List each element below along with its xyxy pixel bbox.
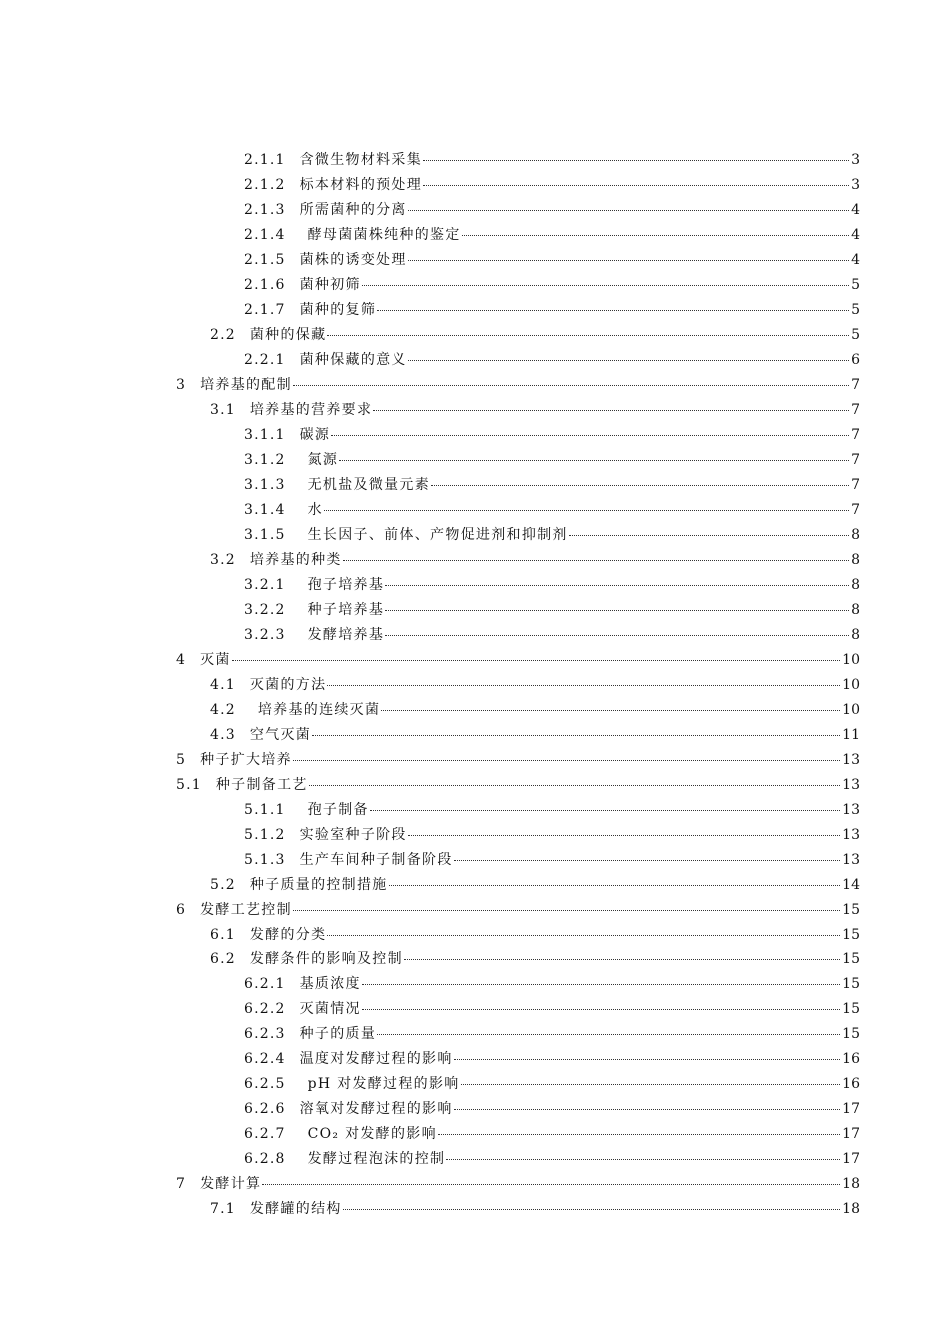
toc-entry-title: 发酵条件的影响及控制: [249, 951, 403, 968]
toc-entry[interactable]: [0, 1046, 950, 1071]
toc-leader-dots: [385, 634, 849, 636]
toc-entry-page-number: 4: [851, 227, 860, 244]
toc-entry[interactable]: [0, 197, 950, 222]
toc-entry-line: [176, 1173, 860, 1193]
toc-entry-page-number: 15: [842, 976, 860, 993]
toc-leader-dots: [462, 234, 849, 236]
toc-entry-page-number: 5: [851, 277, 860, 294]
toc-entry[interactable]: [0, 896, 950, 921]
toc-leader-dots: [377, 309, 849, 311]
toc-leader-dots: [339, 459, 849, 461]
toc-leader-dots: [454, 1108, 841, 1110]
toc-leader-dots: [377, 1033, 840, 1035]
toc-entry[interactable]: [0, 322, 950, 347]
toc-entry-line: [210, 948, 860, 968]
toc-leader-dots: [438, 1133, 840, 1135]
toc-entry-line: [244, 998, 860, 1018]
toc-entry-number: 5.2: [210, 876, 236, 893]
toc-entry-line: [244, 799, 860, 819]
toc-entry-line: [244, 1023, 860, 1043]
toc-entry-number: 6.1: [210, 926, 236, 943]
toc-entry[interactable]: [0, 422, 950, 447]
toc-leader-dots: [293, 759, 840, 761]
toc-entry-number: 4.3: [210, 726, 236, 743]
toc-leader-dots: [343, 559, 849, 561]
toc-entry-page-number: 10: [842, 701, 860, 718]
toc-entry-title: 含微生物材料采集: [299, 152, 423, 169]
toc-entry-number: 6.2: [210, 951, 236, 968]
toc-leader-dots: [446, 1158, 840, 1160]
toc-entry[interactable]: [0, 1071, 950, 1096]
toc-entry-line: [244, 574, 860, 594]
toc-entry-page-number: 4: [851, 252, 860, 269]
toc-entry-number: 2.1.7: [244, 302, 286, 319]
toc-entry-title: 生长因子、前体、产物促进剂和抑制剂: [307, 527, 568, 544]
toc-entry-title: 菌种的复筛: [299, 302, 377, 319]
toc-entry-number: 3.1.2: [244, 452, 286, 469]
toc-entry-title: 灭菌的方法: [249, 676, 327, 693]
toc-entry-line: [244, 199, 860, 219]
toc-entry[interactable]: [0, 1121, 950, 1146]
toc-leader-dots: [327, 684, 840, 686]
toc-entry-title: 种子质量的控制措施: [249, 876, 388, 893]
toc-entry[interactable]: [0, 372, 950, 397]
toc-entry-page-number: 10: [842, 651, 860, 668]
toc-entry-page-number: 15: [842, 951, 860, 968]
toc-entry-title: 灭菌: [200, 651, 231, 668]
toc-entry-page-number: 16: [842, 1076, 860, 1093]
toc-entry-number: 6.2.7: [244, 1126, 286, 1143]
toc-entry-number: 4: [176, 651, 187, 668]
toc-entry-page-number: 8: [851, 626, 860, 643]
toc-entry-title: 发酵的分类: [249, 926, 327, 943]
toc-entry-number: 6: [176, 901, 187, 918]
toc-leader-dots: [408, 209, 849, 211]
toc-entry-line: [244, 174, 860, 194]
toc-entry-title: 菌种初筛: [299, 277, 361, 294]
toc-entry[interactable]: [0, 247, 950, 272]
toc-entry-title: 培养基的营养要求: [249, 402, 373, 419]
toc-entry-page-number: 5: [851, 302, 860, 319]
toc-entry-line: [210, 924, 860, 944]
toc-entry-line: [244, 224, 860, 244]
toc-entry-number: 3.1: [210, 402, 236, 419]
toc-entry-number: 3.1.1: [244, 427, 286, 444]
toc-entry-title: 培养基的连续灭菌: [257, 701, 381, 718]
toc-entry-number: 6.2.4: [244, 1051, 286, 1068]
toc-leader-dots: [454, 859, 841, 861]
toc-leader-dots: [232, 659, 840, 661]
toc-entry-page-number: 8: [851, 527, 860, 544]
toc-entry-line: [244, 424, 860, 444]
toc-entry-title: 种子培养基: [307, 601, 385, 618]
toc-entry[interactable]: [0, 347, 950, 372]
toc-entry[interactable]: [0, 222, 950, 247]
toc-entry-page-number: 3: [851, 152, 860, 169]
toc-entry-title: 溶氧对发酵过程的影响: [299, 1101, 453, 1118]
toc-entry-line: [244, 449, 860, 469]
toc-entry-page-number: 7: [851, 477, 860, 494]
toc-entry-line: [244, 1123, 860, 1143]
toc-entry-page-number: 10: [842, 676, 860, 693]
toc-entry-number: 3.1.4: [244, 502, 286, 519]
toc-entry-line: [210, 324, 860, 344]
toc-entry-line: [244, 824, 860, 844]
toc-entry-number: 4.1: [210, 676, 236, 693]
toc-entry-title: 氮源: [307, 452, 339, 469]
toc-entry-number: 6.2.5: [244, 1076, 286, 1093]
toc-entry-line: [244, 849, 860, 869]
toc-entry-title: 种子的质量: [299, 1026, 377, 1043]
toc-entry-number: 2.1.3: [244, 202, 286, 219]
toc-entry-page-number: 13: [842, 826, 860, 843]
toc-entry[interactable]: [0, 746, 950, 771]
toc-entry-title: 空气灭菌: [249, 726, 312, 743]
toc-leader-dots: [404, 958, 840, 960]
toc-entry-page-number: 13: [842, 751, 860, 768]
toc-entry[interactable]: [0, 621, 950, 646]
toc-entry-page-number: 8: [851, 576, 860, 593]
toc-entry-page-number: 7: [851, 452, 860, 469]
toc-leader-dots: [423, 184, 849, 186]
toc-leader-dots: [293, 384, 849, 386]
toc-entry[interactable]: [0, 596, 950, 621]
toc-leader-dots: [370, 809, 840, 811]
toc-entry-line: [244, 973, 860, 993]
toc-entry[interactable]: [0, 971, 950, 996]
toc-entry-line: [210, 1198, 860, 1218]
toc-entry-number: 2.1.6: [244, 277, 286, 294]
toc-leader-dots: [343, 1208, 840, 1210]
toc-leader-dots: [408, 834, 840, 836]
toc-leader-dots: [461, 1083, 841, 1085]
toc-entry-title: 菌株的诱变处理: [299, 252, 407, 269]
toc-entry-number: 5.1.1: [244, 801, 286, 818]
toc-leader-dots: [331, 434, 849, 436]
toc-entry-page-number: 11: [842, 726, 860, 743]
toc-entry-page-number: 7: [851, 402, 860, 419]
toc-entry-number: 3.2: [210, 551, 236, 568]
toc-entry[interactable]: [0, 671, 950, 696]
toc-entry-title: 碳源: [299, 427, 331, 444]
toc-entry-title: CO₂ 对发酵的影响: [307, 1126, 437, 1143]
toc-entry-page-number: 7: [851, 377, 860, 394]
toc-entry[interactable]: [0, 946, 950, 971]
toc-entry-line: [244, 349, 860, 369]
toc-entry-number: 6.2.3: [244, 1026, 286, 1043]
toc-entry-title: 种子扩大培养: [200, 751, 292, 768]
toc-entry[interactable]: [0, 871, 950, 896]
toc-leader-dots: [362, 284, 849, 286]
toc-entry-page-number: 15: [842, 1001, 860, 1018]
toc-entry-number: 7.1: [210, 1201, 236, 1218]
toc-entry-line: [244, 599, 860, 619]
toc-entry-page-number: 5: [851, 327, 860, 344]
toc-entry[interactable]: [0, 272, 950, 297]
toc-entry[interactable]: [0, 497, 950, 522]
toc-entry-number: 7: [176, 1176, 187, 1193]
toc-entry-line: [244, 249, 860, 269]
toc-entry[interactable]: [0, 821, 950, 846]
toc-entry[interactable]: [0, 172, 950, 197]
toc-entry-number: 5.1.2: [244, 826, 286, 843]
toc-entry-number: 6.2.1: [244, 976, 286, 993]
toc-entry[interactable]: [0, 796, 950, 821]
toc-entry[interactable]: [0, 771, 950, 796]
toc-entry-line: [244, 274, 860, 294]
toc-entry-page-number: 13: [842, 801, 860, 818]
toc-entry-line: [244, 1148, 860, 1168]
toc-entry-title: 基质浓度: [299, 976, 361, 993]
toc-entry[interactable]: [0, 397, 950, 422]
toc-leader-dots: [362, 1008, 840, 1010]
toc-leader-dots: [569, 534, 849, 536]
toc-leader-dots: [312, 734, 840, 736]
toc-entry-number: 5.1: [176, 776, 202, 793]
toc-entry[interactable]: [0, 1171, 950, 1196]
table-of-contents: [0, 147, 950, 1221]
toc-entry-title: 实验室种子阶段: [299, 826, 407, 843]
toc-entry-title: 所需菌种的分离: [299, 202, 407, 219]
toc-entry-page-number: 17: [842, 1151, 860, 1168]
toc-entry-page-number: 15: [842, 926, 860, 943]
toc-entry-title: 菌种的保藏: [249, 327, 327, 344]
toc-entry-line: [244, 299, 860, 319]
toc-entry-line: [176, 774, 860, 794]
toc-entry-title: 发酵计算: [200, 1176, 262, 1193]
toc-entry-title: 孢子培养基: [307, 576, 385, 593]
toc-entry[interactable]: [0, 1146, 950, 1171]
toc-entry-number: 2.1.4: [244, 227, 286, 244]
toc-entry-number: 3.1.5: [244, 527, 286, 544]
toc-entry-number: 3: [176, 377, 187, 394]
toc-leader-dots: [373, 409, 849, 411]
toc-entry-page-number: 14: [842, 876, 860, 893]
toc-entry[interactable]: [0, 571, 950, 596]
toc-entry-line: [244, 1048, 860, 1068]
toc-entry-line: [244, 499, 860, 519]
toc-leader-dots: [327, 334, 849, 336]
toc-entry-line: [176, 899, 860, 919]
toc-entry-line: [244, 524, 860, 544]
toc-entry-title: 发酵工艺控制: [200, 901, 292, 918]
toc-entry[interactable]: [0, 522, 950, 547]
toc-leader-dots: [262, 1183, 840, 1185]
toc-entry-page-number: 13: [842, 851, 860, 868]
toc-entry-title: 水: [307, 502, 323, 519]
toc-leader-dots: [389, 884, 841, 886]
toc-leader-dots: [362, 983, 840, 985]
toc-entry[interactable]: [0, 696, 950, 721]
toc-entry-title: 发酵罐的结构: [249, 1201, 342, 1218]
toc-entry-page-number: 15: [842, 901, 860, 918]
toc-entry-page-number: 13: [842, 776, 860, 793]
toc-entry-page-number: 15: [842, 1026, 860, 1043]
toc-entry-number: 6.2.8: [244, 1151, 286, 1168]
toc-entry-title: 孢子制备: [307, 801, 369, 818]
toc-entry-number: 5: [176, 751, 187, 768]
toc-entry-line: [244, 474, 860, 494]
toc-entry-number: 4.2: [210, 701, 236, 718]
toc-entry-page-number: 17: [842, 1126, 860, 1143]
toc-entry-line: [176, 374, 860, 394]
toc-entry-number: 2.1.1: [244, 152, 286, 169]
toc-entry-number: 2.2.1: [244, 352, 286, 369]
toc-leader-dots: [385, 609, 849, 611]
toc-entry-number: 3.2.1: [244, 576, 286, 593]
toc-entry[interactable]: [0, 1196, 950, 1221]
toc-leader-dots: [454, 1058, 841, 1060]
toc-entry-title: 温度对发酵过程的影响: [299, 1051, 453, 1068]
toc-entry[interactable]: [0, 646, 950, 671]
toc-entry-title: 标本材料的预处理: [299, 177, 423, 194]
toc-entry-title: 发酵培养基: [307, 626, 385, 643]
toc-entry[interactable]: [0, 996, 950, 1021]
toc-entry-page-number: 18: [842, 1201, 860, 1218]
toc-entry-page-number: 6: [851, 352, 860, 369]
toc-entry-line: [244, 1073, 860, 1093]
toc-entry-number: 3.2.3: [244, 626, 286, 643]
toc-entry-line: [210, 724, 860, 744]
toc-entry-number: 6.2.2: [244, 1001, 286, 1018]
toc-entry-title: 菌种保藏的意义: [299, 352, 407, 369]
toc-entry-title: 培养基的配制: [200, 377, 292, 394]
toc-entry-number: 6.2.6: [244, 1101, 286, 1118]
toc-entry[interactable]: [0, 1096, 950, 1121]
toc-entry-title: 灭菌情况: [299, 1001, 361, 1018]
toc-leader-dots: [324, 509, 849, 511]
toc-entry[interactable]: [0, 846, 950, 871]
toc-entry-number: 3.2.2: [244, 601, 286, 618]
toc-entry-number: 5.1.3: [244, 851, 286, 868]
toc-entry-title: 生产车间种子制备阶段: [299, 851, 453, 868]
toc-entry[interactable]: [0, 447, 950, 472]
toc-leader-dots: [309, 784, 840, 786]
toc-entry-line: [210, 699, 860, 719]
toc-entry[interactable]: [0, 721, 950, 746]
toc-entry-title: 种子制备工艺: [215, 776, 308, 793]
toc-entry-page-number: 8: [851, 551, 860, 568]
toc-entry-line: [210, 874, 860, 894]
toc-entry[interactable]: [0, 1021, 950, 1046]
toc-entry-line: [176, 749, 860, 769]
toc-entry-line: [244, 624, 860, 644]
toc-entry-number: 3.1.3: [244, 477, 286, 494]
toc-entry-line: [210, 399, 860, 419]
toc-entry-number: 2.1.2: [244, 177, 286, 194]
toc-entry-page-number: 7: [851, 502, 860, 519]
toc-entry[interactable]: [0, 547, 950, 572]
toc-entry-title: 发酵过程泡沫的控制: [307, 1151, 446, 1168]
toc-leader-dots: [293, 909, 840, 911]
toc-entry-line: [176, 649, 860, 669]
toc-entry[interactable]: [0, 147, 950, 172]
toc-entry[interactable]: [0, 921, 950, 946]
toc-leader-dots: [431, 484, 849, 486]
toc-entry-page-number: 3: [851, 177, 860, 194]
toc-entry-title: 酵母菌菌株纯种的鉴定: [307, 227, 461, 244]
toc-leader-dots: [423, 159, 849, 161]
toc-entry[interactable]: [0, 297, 950, 322]
toc-entry-number: 2.2: [210, 327, 236, 344]
toc-leader-dots: [385, 584, 849, 586]
toc-entry-page-number: 16: [842, 1051, 860, 1068]
toc-entry-line: [210, 674, 860, 694]
toc-entry[interactable]: [0, 472, 950, 497]
toc-leader-dots: [408, 359, 849, 361]
toc-entry-page-number: 8: [851, 601, 860, 618]
toc-entry-page-number: 7: [851, 427, 860, 444]
toc-entry-title: 无机盐及微量元素: [307, 477, 431, 494]
toc-entry-line: [244, 1098, 860, 1118]
toc-entry-line: [244, 149, 860, 169]
toc-leader-dots: [408, 259, 849, 261]
toc-entry-title: pH 对发酵过程的影响: [307, 1076, 460, 1093]
toc-leader-dots: [327, 934, 840, 936]
toc-entry-line: [210, 549, 860, 569]
toc-leader-dots: [381, 709, 840, 711]
toc-entry-page-number: 17: [842, 1101, 860, 1118]
toc-entry-title: 培养基的种类: [249, 551, 342, 568]
toc-entry-number: 2.1.5: [244, 252, 286, 269]
toc-entry-page-number: 4: [851, 202, 860, 219]
toc-entry-page-number: 18: [842, 1176, 860, 1193]
